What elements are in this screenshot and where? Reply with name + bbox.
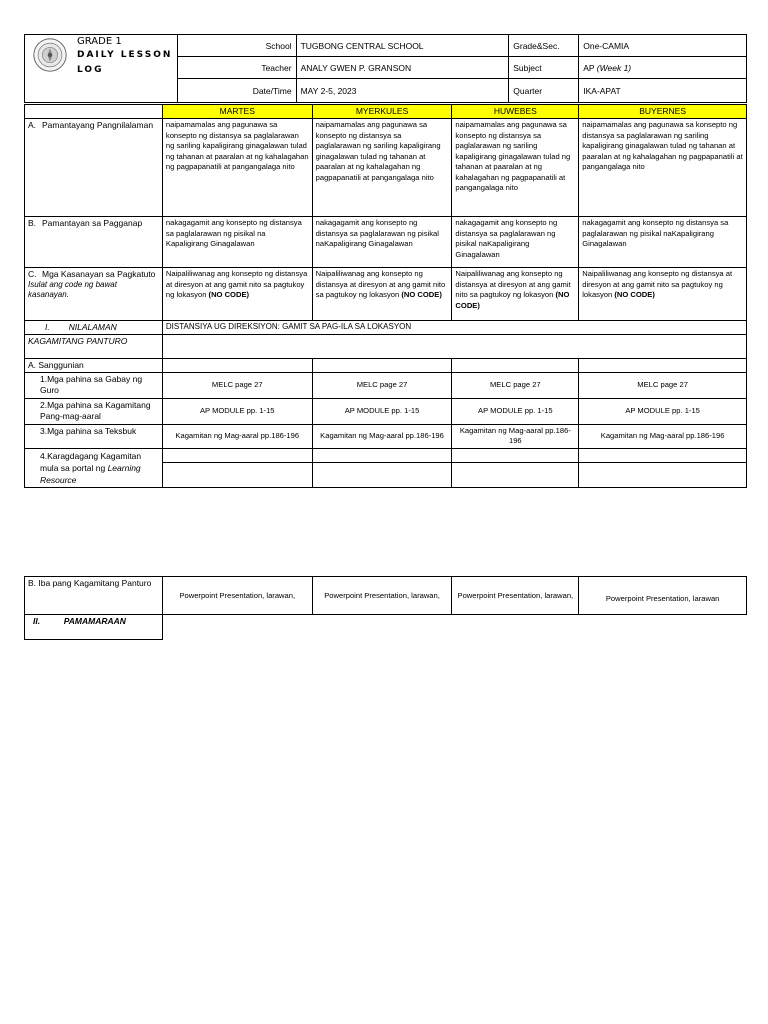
- table-row: [25, 577, 747, 615]
- row-label-a: A. Pamantayang Pangnilalaman: [25, 119, 163, 217]
- gradesec-label: Grade&Sec.: [509, 35, 579, 57]
- cell: [579, 448, 747, 462]
- cell: Kagamitan ng Mag-aaral pp.186-196: [579, 424, 747, 448]
- teacher-label: Teacher: [177, 57, 296, 79]
- day-header: MYERKULES: [312, 105, 452, 119]
- row-label-text: Pamantayan sa Pagganap: [42, 218, 143, 228]
- cell: naipamamalas ang pagunawa sa konsepto ng distansya sa paglalarawan ng sariling kapaligirang ginagalawan tulad ng tahanan at paaralan at ng kahalagahan ng pagpapanatili at pangangalaga nito: [579, 119, 747, 217]
- table-row: [25, 424, 747, 448]
- cell: MELC page 27: [452, 372, 579, 398]
- gradesec-value: One-CAMIA: [579, 35, 747, 57]
- school-label: School: [177, 35, 296, 57]
- karagdagan-label: 4.Karagdagang Kagamitan mula sa portal ng Learning Resource: [25, 448, 163, 487]
- table-row: [25, 372, 747, 398]
- doc-title-line1: DAILY LESSON: [77, 50, 173, 60]
- cell: Naipaliliwanag ang konsepto ng distansya at diresyon at ang gamit nito sa pagtukoy ng lokasyon (NO CODE): [579, 268, 747, 321]
- section-label-kagamitan: KAGAMITANG PANTURO: [25, 334, 163, 358]
- cell: Naipaliliwanag ang konsepto ng distansya at diresyon at ang gamit nito sa pagtukoy ng lokasyon (NO CODE): [162, 268, 312, 321]
- cell: [162, 334, 746, 358]
- cell: [162, 462, 312, 487]
- cell: naipamamalas ang pagunawa sa konsepto ng distansya sa paglalarawan ng sariling kapaligirang ginagalawan tulad ng tahanan at paaralan at ng kahalagahan ng pagpapanatili at pangangalaga nito: [162, 119, 312, 217]
- sanggunian-label: A. Sanggunian: [25, 358, 163, 372]
- cell: Naipaliliwanag ang konsepto ng distansya at diresyon at ang gamit nito sa pagtukoy ng lokasyon (NO CODE): [452, 268, 579, 321]
- quarter-value: IKA-APAT: [579, 79, 747, 103]
- table-row: [25, 398, 747, 424]
- cell: naipamamalas ang pagunawa sa konsepto ng distansya sa paglalarawan ng sariling kapaligirang ginagalawan tulad ng tahanan at paaralan at ng kahalagahan ng pagpapanatili at pangangalaga nito: [312, 119, 452, 217]
- date-label: Date/Time: [177, 79, 296, 103]
- lesson-log-table-continued: [24, 576, 747, 640]
- kagamitan-pahina-label: 2.Mga pahina sa Kagamitang Pang-mag-aaral: [25, 398, 163, 424]
- day-header-row: [25, 105, 747, 119]
- section-label-nilalaman: I. NILALAMAN: [25, 321, 163, 335]
- nilalaman-row: [25, 321, 747, 335]
- cell: [452, 462, 579, 487]
- cell: Powerpoint Presentation, larawan,: [452, 577, 579, 615]
- subject-week: (Week 1): [596, 62, 632, 73]
- table-row: [25, 448, 747, 462]
- cell: Kagamitan ng Mag-aaral pp.186-196: [162, 424, 312, 448]
- teksbuk-label: 3.Mga pahina sa Teksbuk: [25, 424, 163, 448]
- cell: [452, 448, 579, 462]
- quarter-label: Quarter: [509, 79, 579, 103]
- cell: [312, 448, 452, 462]
- cell: Powerpoint Presentation, larawan,: [312, 577, 452, 615]
- doc-title-line2: LOG: [77, 65, 104, 75]
- sanggunian-row: [25, 358, 747, 372]
- cell: AP MODULE pp. 1-15: [579, 398, 747, 424]
- cell: Naipaliliwanag ang konsepto ng distansya at diresyon at ang gamit nito sa pagtukoy ng lokasyon (NO CODE): [312, 268, 452, 321]
- subject-label: Subject: [509, 57, 579, 79]
- corner-cell: [25, 105, 163, 119]
- header-table: [24, 34, 747, 103]
- teacher-value: ANALY GWEN P. GRANSON: [296, 57, 509, 79]
- cell: Powerpoint Presentation, larawan: [579, 577, 747, 615]
- grade-label: GRADE 1: [77, 36, 122, 47]
- cell: [579, 358, 747, 372]
- kagamitan-row: [25, 334, 747, 358]
- date-value: MAY 2-5, 2023: [296, 79, 509, 103]
- cell: [452, 358, 579, 372]
- iba-pang-label: B. Iba pang Kagamitang Panturo: [25, 577, 163, 615]
- subject-value: [579, 57, 747, 79]
- title-block: [25, 35, 178, 103]
- subject-main: AP: [583, 62, 595, 73]
- deped-seal-icon: [33, 38, 67, 72]
- cell: [312, 358, 452, 372]
- cell: [162, 448, 312, 462]
- cell: [162, 358, 312, 372]
- row-label-text: Pamantayang Pangnilalaman: [42, 120, 154, 130]
- cell: nakagagamit ang konsepto ng distansya sa paglalarawan ng pisikal naKapaligirang Ginagalawan: [312, 217, 452, 268]
- cell: MELC page 27: [162, 372, 312, 398]
- day-header: BUYERNES: [579, 105, 747, 119]
- section-label-pamamaraan: II. PAMAMARAAN: [25, 615, 163, 640]
- row-label-c: C. Mga Kasanayan sa Pagkatuto Isulat ang code ng bawat kasanayan.: [25, 268, 163, 321]
- nilalaman-content: DISTANSIYA UG DIREKSIYON: GAMIT SA PAG-ILA SA LOKASYON: [162, 321, 746, 335]
- cell: Powerpoint Presentation, larawan,: [162, 577, 312, 615]
- day-header: HUWEBES: [452, 105, 579, 119]
- cell: nakagagamit ang konsepto ng distansya sa paglalarawan ng pisikal na Kapaligirang Ginagalawan: [162, 217, 312, 268]
- table-row: [25, 119, 747, 217]
- cell: naipamamalas ang pagunawa sa konsepto ng distansya sa paglalarawan ng sariling kapaligirang ginagalawan tulad ng tahanan at paaralan at ng kahalagahan ng pagpapanatili at pangangalaga nito: [452, 119, 579, 217]
- day-header: MARTES: [162, 105, 312, 119]
- row-note: Isulat ang code ng bawat kasanayan.: [28, 280, 117, 299]
- cell: AP MODULE pp. 1-15: [162, 398, 312, 424]
- cell: [312, 462, 452, 487]
- cell: Kagamitan ng Mag-aaral pp.186-196: [312, 424, 452, 448]
- pamamaraan-row: [25, 615, 747, 640]
- cell: nakagagamit ang konsepto ng distansya sa paglalarawan ng pisikal naKapaligirang Ginagalawan: [579, 217, 747, 268]
- cell: MELC page 27: [312, 372, 452, 398]
- row-label-text: Mga Kasanayan sa Pagkatuto: [42, 269, 156, 279]
- cell: [579, 462, 747, 487]
- cell: nakagagamit ang konsepto ng distansya sa paglalarawan ng pisikal naKapaligirang Ginagalawan: [452, 217, 579, 268]
- lesson-log-table: [24, 104, 747, 488]
- cell: AP MODULE pp. 1-15: [312, 398, 452, 424]
- gabay-label: 1.Mga pahina sa Gabay ng Guro: [25, 372, 163, 398]
- cell: AP MODULE pp. 1-15: [452, 398, 579, 424]
- table-row: [25, 268, 747, 321]
- table-row: [25, 217, 747, 268]
- row-label-b: B. Pamantayan sa Pagganap: [25, 217, 163, 268]
- cell: MELC page 27: [579, 372, 747, 398]
- cell: Kagamitan ng Mag-aaral pp.186-196: [452, 424, 579, 448]
- school-value: TUGBONG CENTRAL SCHOOL: [296, 35, 509, 57]
